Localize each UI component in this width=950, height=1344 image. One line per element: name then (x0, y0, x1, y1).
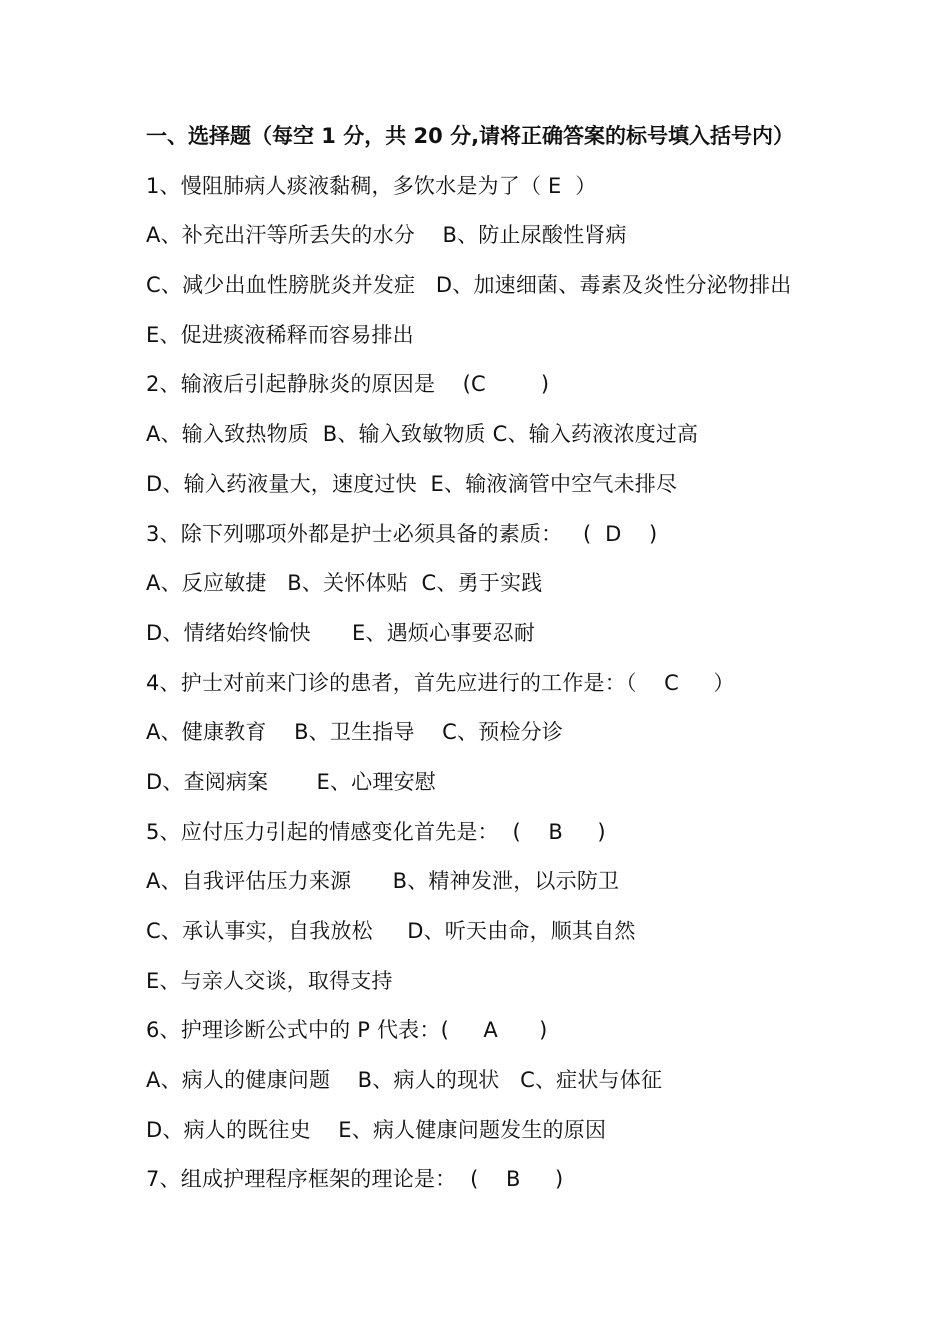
question-6: 6、护理诊断公式中的 P 代表：( A ) (146, 1018, 548, 1043)
question-2-options-de: D、输入药液量大，速度过快 E、输液滴管中空气未排尽 (146, 471, 678, 496)
question-1-options-ab: A、补充出汗等所丢失的水分 B、防止尿酸性肾病 (146, 223, 627, 248)
question-section (146, 112, 866, 1205)
question-1-option-e: E、促进痰液稀释而容易排出 (146, 322, 414, 347)
question-5: 5、应付压力引起的情感变化首先是： ( B ) (146, 819, 606, 844)
question-2: 2、输液后引起静脉炎的原因是 (C ) (146, 372, 550, 397)
question-6-options-de: D、病人的既往史 E、病人健康问题发生的原因 (146, 1117, 607, 1142)
section-heading: 一、选择题（每空 1 分，共 20 分,请将正确答案的标号填入括号内） (146, 124, 795, 148)
question-6-options-abc: A、病人的健康问题 B、病人的现状 C、症状与体征 (146, 1068, 663, 1093)
question-4: 4、护士对前来门诊的患者，首先应进行的工作是：（ C ） (146, 670, 735, 695)
question-3-options-de: D、情绪始终愉快 E、遇烦心事要忍耐 (146, 620, 536, 645)
question-4-options-de: D、查阅病案 E、心理安慰 (146, 769, 436, 794)
question-2-options-abc: A、输入致热物质 B、输入致敏物质 C、输入药液浓度过高 (146, 422, 699, 447)
question-7: 7、组成护理程序框架的理论是： ( B ) (146, 1167, 564, 1192)
question-5-option-e: E、与亲人交谈，取得支持 (146, 968, 393, 993)
question-1: 1、慢阻肺病人痰液黏稠，多饮水是为了（ E ） (146, 173, 597, 198)
question-1-options-cd: C、减少出血性膀胱炎并发症 D、加速细菌、毒素及炎性分泌物排出 (146, 273, 792, 298)
question-5-options-ab: A、自我评估压力来源 B、精神发泄，以示防卫 (146, 869, 620, 894)
question-3: 3、除下列哪项外都是护士必须具备的素质： ( D ) (146, 521, 658, 546)
question-4-options-abc: A、健康教育 B、卫生指导 C、预检分诊 (146, 720, 564, 745)
question-5-options-cd: C、承认事实，自我放松 D、听天由命，顺其自然 (146, 919, 636, 943)
question-3-options-abc: A、反应敏捷 B、关怀体贴 C、勇于实践 (146, 571, 543, 596)
